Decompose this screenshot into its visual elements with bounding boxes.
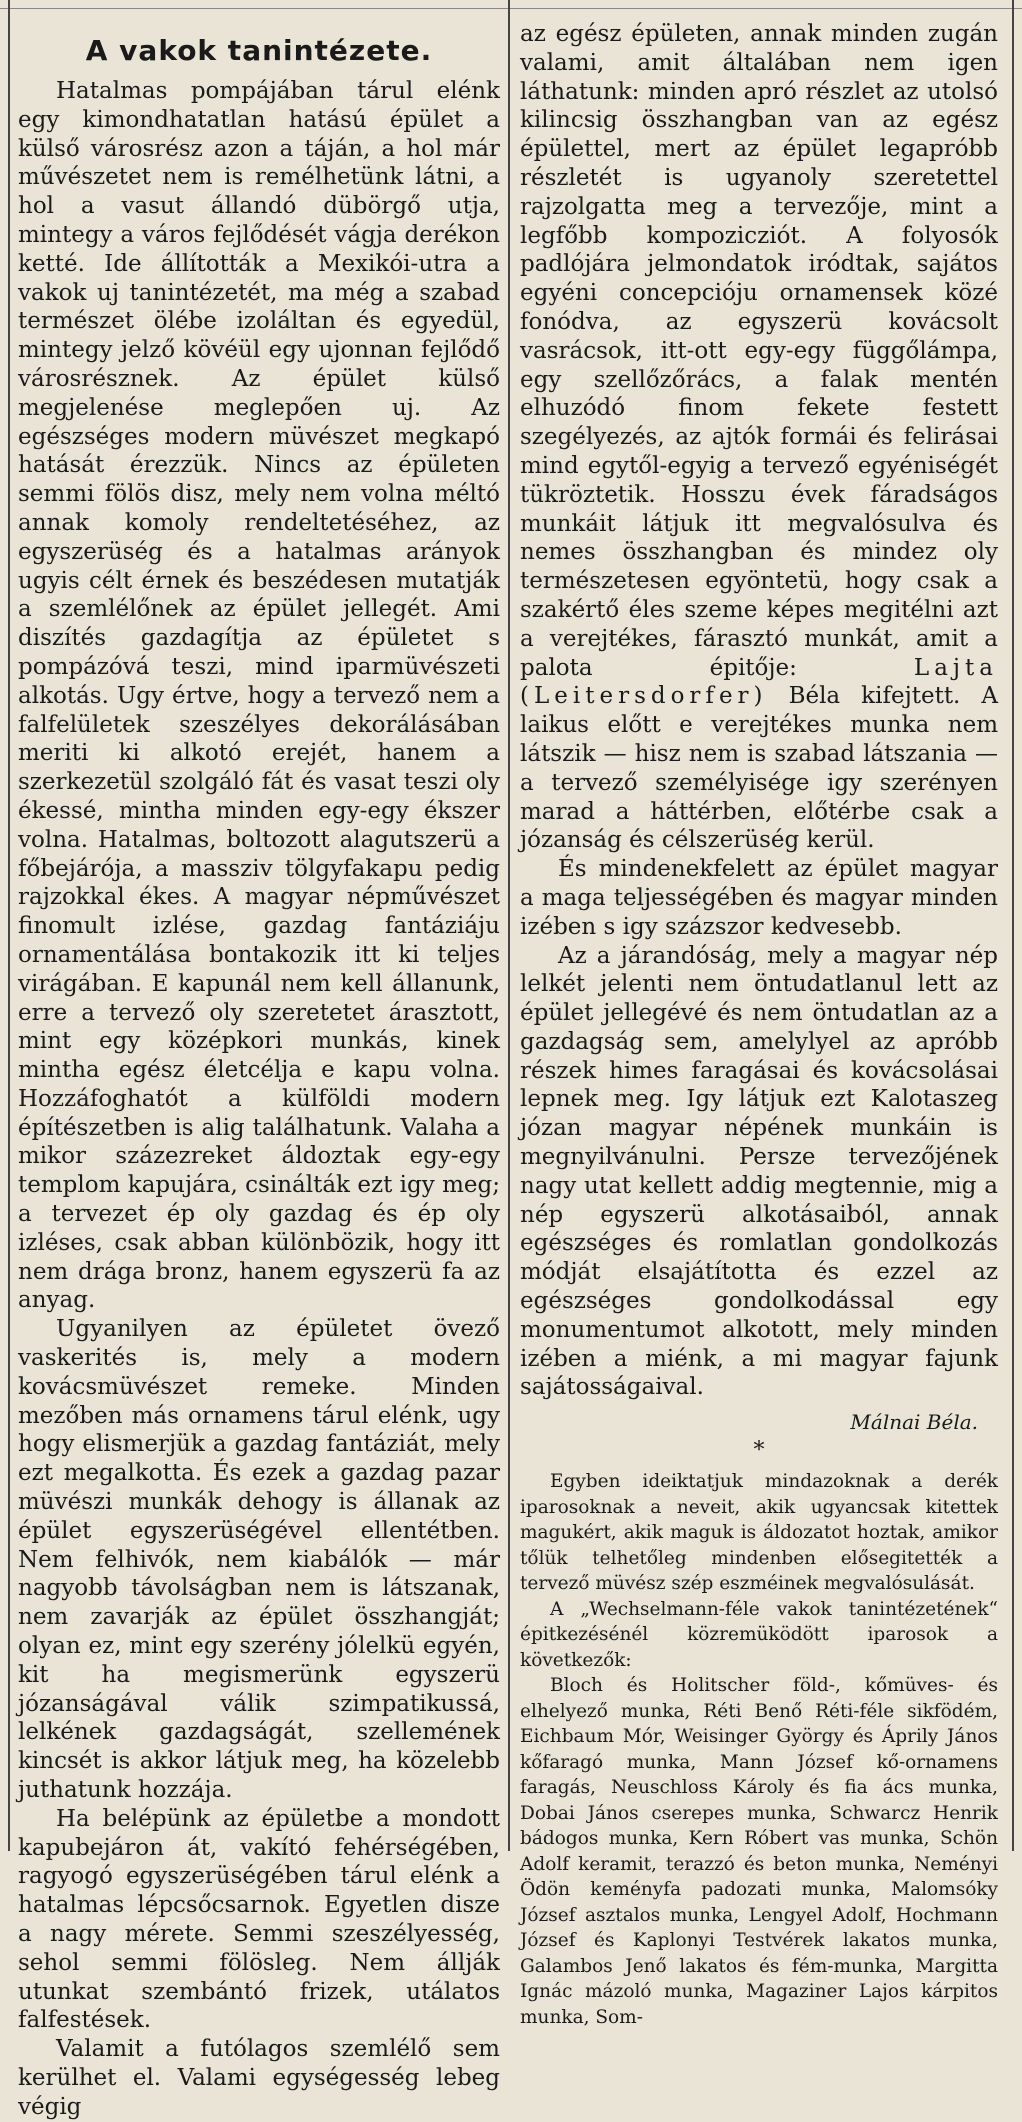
paragraph-3: Ha belépünk az épületbe a mondott kapubejáron át, vakító fehérségében, ragyogó egyszerüségében tárul elénk a hatalmas lépcsőcsarnok. Egyetlen disze a nagy mérete. Semmi szeszélyesség, sehol semmi fölösleg. Nem állják utunkat szembántó frizek, utálatos falfestések. <box>18 1805 500 2034</box>
paragraph-4: Valamit a futólagos szemlélő sem kerülhet el. Valami egységesség lebeg végig <box>18 2036 500 2120</box>
top-rule <box>0 8 1022 9</box>
paragraph-5-end: Béla kifejtett. A laikus előtt e verejtékes munka nem látszik — hisz nem is szabad látszania — a tervező személyisége igy szerényen marad a háttérben, előtérbe csak a józanság és célszerüség kerül. <box>520 683 999 854</box>
author-signature: Málnai Béla. <box>850 1410 978 1435</box>
paragraph-6: És mindenekfelett az épület magyar a maga teljességében és magyar minden izében s igy százszor kedvesebb. <box>520 856 998 940</box>
paragraph-1: Hatalmas pompájában tárul elénk egy kimondhatatlan hatású épület a külső városrész azon a táján, a hol már művészetet nem is remélhetünk látni, a hol a vasut állandó dübörgő utja, mintegy a város fejlődését vágja derékon ketté. Ide állították a Mexikói-utra a vakok uj tanintézetét, ma még a szabad természet ölébe izoláltan és egyedül, mintegy jelző kövéül egy ujonnan fejlődő városrésznek. Az épület külső megjelenése meglepően uj. Az egészséges modern müvészet megkapó hatását érezzük. Nincs az épületen semmi fölös disz, mely nem volna méltó annak komoly rendeltetéséhez, az egyszerüség és a hatalmas arányok ugyis célt érnek és beszédesen mutatják a szemlélőnek az épület jellegét. Ami diszítés gazdagítja az épületet s pompázóvá teszi, mind iparmüvészeti alkotás. Ugy értve, hogy a tervező nem a falfelületek szeszélyes dekorálásában meriti ki alkotó erejét, hanem a szerkezetül szolgáló fát és vasat teszi oly ékessé, mintha minden egy-egy ékszer volna. Hatalmas, boltozott alagutszerü a főbejárója, a massziv tölgyfakapu pedig rajzokkal ékes. A magyar népművészet finomult izlése, gazdag fantáziáju ornamentálása bontakozik itt ki teljes virágában. E kapunál nem kell állanunk, erre a tervező oly szeretetet árasztott, mint egy középkori munkás, kinek mintha egész életcélja e kapu volna. Hozzáfoghatót a külföldi modern építészetben is alig találhatunk. Valaha a mikor százezreket áldoztak egy-egy templom kapujára, csinálták ezt igy meg; a tervezet ép oly gazdag és ép oly izléses, csak abban különbözik, hogy itt nem drága bronz, hanem egyszerü fa az anyag. <box>18 78 500 1314</box>
notice-paragraph-2: A „Wechselmann-féle vakok tanintézetének“ épitkezésénél közremüködött iparosok a következők: <box>520 1598 998 1671</box>
paragraph-7: Az a járandóság, mely a magyar nép lelkét jelenti nem öntudatlanul lett az épület jellegévé és nem öntudatlan az a gazdagság sem, amelylyel az apróbb részek himes faragásai és kovácsolásai lepnek meg. Igy látjuk ezt Kalotaszeg józan magyar népének munkáin is megnyilvánulni. Persze tervezőjének nagy utat kellett addig megtennie, mig a nép egyszerü alkotásaiból, annak egészséges és romlatlan gondolkozás módját elsajátította és ezzel az egészséges gondolkodással egy monumentumot alkotott, mely minden izében a miénk, a mi magyar fajunk sajátosságaival. <box>520 942 998 1401</box>
paragraph-2: Ugyanilyen az épületet övező vaskerités is, mely a modern kovácsmüvészet remeke. Minden mezőben más ornamens tárul elénk, ugy hogy elismerjük a gazdag fantáziát, mely ezt megalkotta. És ezek a gazdag pazar müvészi munkák dehogy is állanak az épület egyszerüségével ellentétben. Nem felhivók, nem kiabálók — már nagyobb távolságban nem is látszanak, nem zavarják az épület összhangját; olyan ez, mint egy szerény jólelkü egyén, kit ha megismerünk egyszerü józanságával válik szimpatikussá, lelkének gazdagságát, szellemének kincsét is akkor látjuk meg, ha közelebb juthatunk hozzája. <box>18 1316 500 1804</box>
right-column <box>520 20 999 2028</box>
center-column-rule <box>508 0 510 1851</box>
article-title: A vakok tanintézete. <box>85 34 433 67</box>
left-column <box>18 20 500 2120</box>
paragraph-5 <box>520 20 998 855</box>
architect-name: Lajta (Leitersdorfer) <box>520 654 998 710</box>
left-column-rule <box>8 0 10 1851</box>
right-column-rule <box>1012 0 1014 1851</box>
paragraph-5-text: az egész épületen, annak minden zugán valami, amit általában nem igen láthatunk: minden apró részlet az utolsó kilincsig összhangban van az egész épülettel, mert az épület legapróbb részletét is ugyanoly szeretettel rajzolgatta meg a tervezője, mint a legfőbb kompozicziót. A folyosók padlójára jelmondatok iródtak, sajátos egyéni concepcióju ornamensek közé fonódva, az egyszerü kovácsolt vasrácsok, itt-ott egy-egy függőlámpa, egy szellőzőrács, a falak mentén elhuzódó finom fekete festett szegélyezés, az ajtók formái és felirásai mind egytől-egyig a tervező egyéniségét tükröztetik. Hosszu évek fáradságos munkáit látjuk itt megvalósulva és nemes összhangban és mindez oly természetesen egyöntetü, hogy csak a szakértő éles szeme képes megitélni azt a verejtékes, fárasztó munkát, amit a palota épitője: <box>520 21 998 681</box>
notice-paragraph-3: Bloch és Holitscher föld-, kőmüves- és elhelyező munka, Réti Benő Réti-féle sikfödém, Eichbaum Mór, Weisinger György és Áprily János kőfaragó munka, Mann József kő-ornamens faragás, Neuschloss Károly és fia ács munka, Dobai János cserepes munka, Schwarcz Henrik bádogos munka, Kern Róbert vas munka, Schön Adolf keramit, terazzó és beton munka, Neményi Ödön keményfa padozati munka, Malomsóky József asztalos munka, Lengyel Adolf, Hochmann József és Kaplonyi Testvérek lakatos munka, Galambos Jenő lakatos és fém-munka, Margitta Ignác mázoló munka, Magaziner Lajos kárpitos munka, Som- <box>520 1675 998 2028</box>
section-separator: * <box>753 1438 765 1464</box>
notice-paragraph-1: Egyben ideiktatjuk mindazoknak a derék iparosoknak a neveit, akik ugyancsak kitettek magukért, akik maguk is áldozatot hoztak, amikor tőlük telhetőleg mindenben elősegitették a tervező müvész szép eszméinek megvalósulását. <box>520 1471 998 1595</box>
